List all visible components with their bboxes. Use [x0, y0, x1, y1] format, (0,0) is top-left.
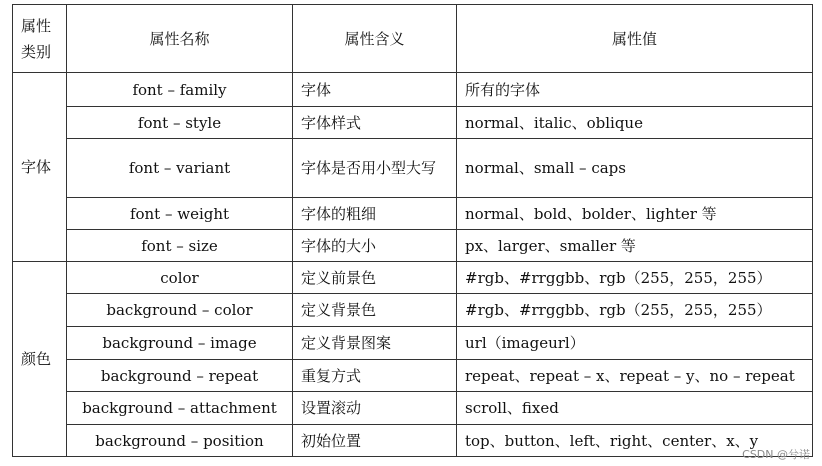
property-meaning: 重复方式 — [293, 360, 457, 392]
category-cell-color: 颜色 — [13, 262, 67, 457]
property-name: font – family — [67, 73, 293, 107]
csdn-watermark: CSDN @兮诺 — [742, 448, 810, 461]
property-meaning: 初始位置 — [293, 425, 457, 457]
header-meaning: 属性含义 — [293, 5, 457, 73]
property-name: color — [67, 262, 293, 294]
property-name: background – position — [67, 425, 293, 457]
property-value: top、button、left、right、center、x、y — [457, 425, 813, 457]
table-row — [13, 425, 813, 457]
property-value: normal、bold、bolder、lighter 等 — [457, 198, 813, 230]
table-header-row — [13, 5, 813, 73]
property-value: repeat、repeat – x、repeat – y、no – repeat — [457, 360, 813, 392]
property-name: font – style — [67, 107, 293, 139]
property-name: background – attachment — [67, 392, 293, 425]
category-cell-font: 字体 — [13, 73, 67, 262]
property-name: background – image — [67, 327, 293, 360]
property-meaning: 字体的粗细 — [293, 198, 457, 230]
property-name: background – color — [67, 294, 293, 327]
table-row — [13, 198, 813, 230]
property-value: px、larger、smaller 等 — [457, 230, 813, 262]
table-row — [13, 107, 813, 139]
property-meaning: 字体 — [293, 73, 457, 107]
table-row — [13, 139, 813, 198]
table-row — [13, 73, 813, 107]
property-value: url（imageurl） — [457, 327, 813, 360]
property-name: font – size — [67, 230, 293, 262]
table-row — [13, 360, 813, 392]
property-meaning: 定义背景图案 — [293, 327, 457, 360]
property-name: font – weight — [67, 198, 293, 230]
property-value: normal、italic、oblique — [457, 107, 813, 139]
property-meaning: 定义背景色 — [293, 294, 457, 327]
property-value: #rgb、#rrggbb、rgb（255，255，255） — [457, 262, 813, 294]
property-meaning: 设置滚动 — [293, 392, 457, 425]
property-meaning: 定义前景色 — [293, 262, 457, 294]
table-row — [13, 262, 813, 294]
table-row — [13, 230, 813, 262]
header-value: 属性值 — [457, 5, 813, 73]
css-properties-table — [12, 4, 813, 457]
property-value: #rgb、#rrggbb、rgb（255，255，255） — [457, 294, 813, 327]
table-row — [13, 392, 813, 425]
table-row — [13, 327, 813, 360]
property-value: 所有的字体 — [457, 73, 813, 107]
property-value: scroll、fixed — [457, 392, 813, 425]
header-name: 属性名称 — [67, 5, 293, 73]
property-meaning: 字体是否用小型大写 — [293, 139, 457, 198]
property-name: font – variant — [67, 139, 293, 198]
property-name: background – repeat — [67, 360, 293, 392]
property-meaning: 字体样式 — [293, 107, 457, 139]
table-row — [13, 294, 813, 327]
property-value: normal、small – caps — [457, 139, 813, 198]
header-category: 属性 类别 — [13, 5, 67, 73]
property-meaning: 字体的大小 — [293, 230, 457, 262]
